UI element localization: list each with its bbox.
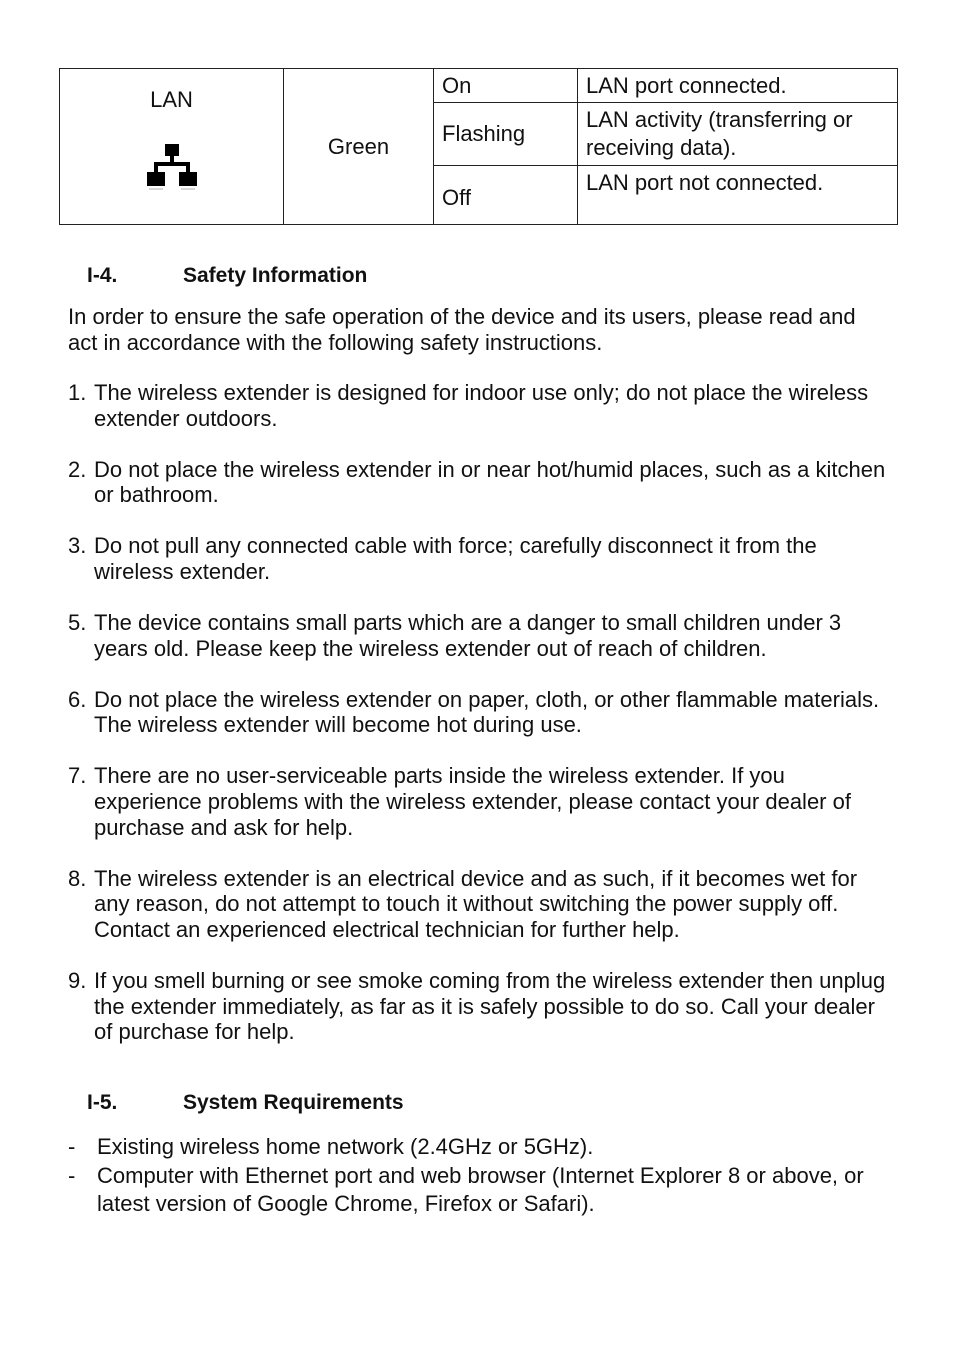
led-name: LAN — [150, 87, 193, 112]
list-item — [68, 687, 890, 738]
description-cell: LAN port connected. — [578, 69, 898, 103]
led-status-table — [59, 68, 898, 225]
item-number: 8. — [68, 865, 87, 891]
list-item — [68, 533, 890, 584]
item-number: 9. — [68, 968, 87, 993]
list-item — [68, 763, 890, 840]
item-number: 6. — [68, 686, 87, 712]
section-title: Safety Information — [183, 264, 368, 287]
item-text: Existing wireless home network (2.4GHz or 5GHz). — [97, 1134, 594, 1159]
item-text: Do not place the wireless extender on paper, cloth, or other flammable materials. The wireless extender will become hot during use. — [94, 686, 880, 738]
bullet-dash: - — [68, 1134, 76, 1159]
list-item — [68, 1133, 890, 1162]
list-item — [68, 380, 890, 431]
lan-network-icon — [146, 142, 198, 192]
description-cell: LAN activity (transferring or receiving data). — [578, 103, 898, 166]
safety-intro: In order to ensure the safe operation of the device and its users, please read and act in accordance with the following safety instructions. — [68, 304, 856, 355]
section-title: System Requirements — [183, 1091, 404, 1114]
item-text: Do not place the wireless extender in or near hot/humid places, such as a kitchen or bathroom. — [94, 456, 886, 508]
led-color-cell: Green — [284, 69, 434, 225]
list-item — [68, 866, 890, 943]
safety-heading — [87, 264, 367, 288]
item-text: The wireless extender is designed for indoor use only; do not place the wireless extender outdoors. — [94, 380, 869, 431]
list-item — [68, 968, 890, 1045]
item-number: 1. — [68, 380, 87, 405]
list-item — [68, 457, 890, 508]
item-text: There are no user-serviceable parts inside the wireless extender. If you experience problems with the wireless extender, please contact your dealer of purchase and ask for help. — [94, 763, 851, 840]
description-cell: LAN port not connected. — [578, 166, 898, 225]
item-text: Computer with Ethernet port and web browser (Internet Explorer 8 or above, or latest version of Google Chrome, Firefox or Safari). — [97, 1162, 864, 1216]
status-cell: Flashing — [434, 103, 578, 166]
safety-list — [68, 380, 890, 1070]
item-number: 7. — [68, 763, 87, 789]
section-number: I-5. — [87, 1091, 118, 1114]
section-number: I-4. — [87, 264, 118, 287]
list-item — [68, 1162, 890, 1219]
item-text: If you smell burning or see smoke coming from the wireless extender then unplug the extender immediately, as far as it is safely possible to do so. Call your dealer of purchase for help. — [94, 968, 886, 1045]
item-text: The wireless extender is an electrical device and as such, if it becomes wet for any reason, do not attempt to touch it without switching the power supply off. Contact an experienced electrical technician for further help. — [94, 865, 858, 942]
item-text: The device contains small parts which are a danger to small children under 3 years old. Please keep the wireless extender out of reach of children. — [94, 610, 842, 661]
requirements-heading — [87, 1091, 404, 1115]
item-number: 3. — [68, 533, 87, 559]
bullet-dash: - — [68, 1162, 76, 1188]
item-text: Do not pull any connected cable with force; carefully disconnect it from the wireless extender. — [94, 533, 817, 584]
list-item — [68, 610, 890, 661]
status-cell: On — [434, 69, 578, 103]
table-row — [60, 69, 898, 103]
item-number: 5. — [68, 610, 87, 636]
status-cell: Off — [434, 166, 578, 225]
item-number: 2. — [68, 456, 87, 482]
led-name-cell — [60, 69, 284, 225]
requirements-list — [68, 1133, 890, 1219]
